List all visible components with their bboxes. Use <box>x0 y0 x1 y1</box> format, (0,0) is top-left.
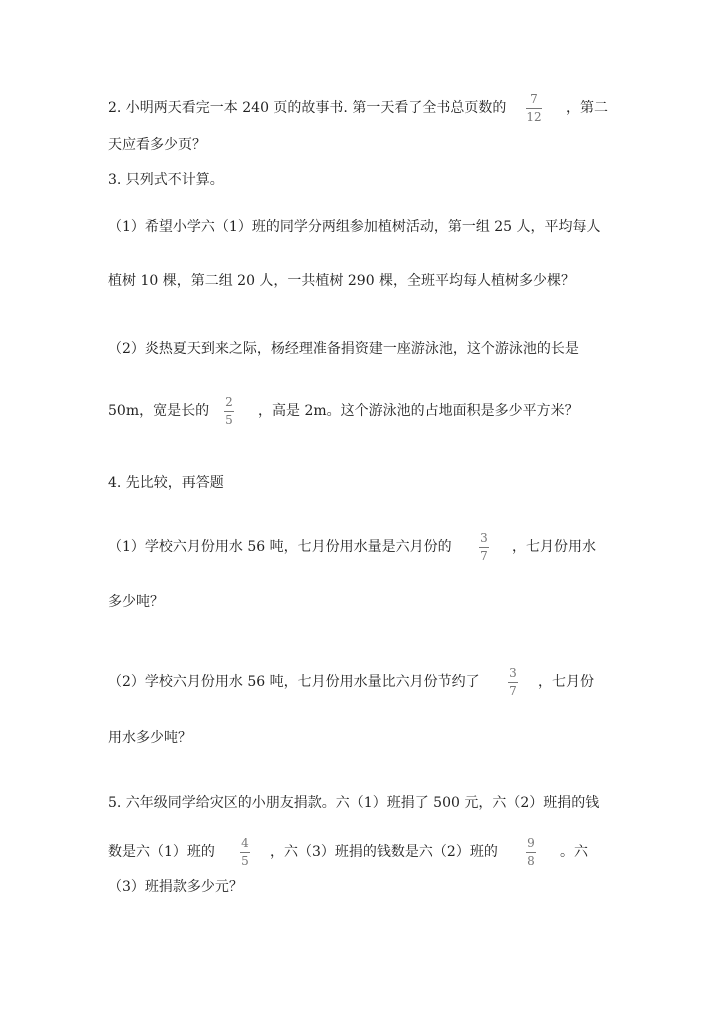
q4-sub1-fraction-denominator: 7 <box>480 549 488 563</box>
q2-fraction <box>526 93 542 124</box>
q2-question: 天应看多少页？ <box>108 137 206 153</box>
q3-fraction-denominator: 5 <box>225 413 233 427</box>
q5-text2a: 数是六（1）班的 <box>108 844 215 860</box>
q2-text-tail: ，第二 <box>566 100 608 116</box>
q5-question: （3）班捐款多少元？ <box>108 879 243 895</box>
q5-text2c: 。六 <box>560 844 588 860</box>
q4-sub2-fraction <box>508 667 518 698</box>
fraction-bar <box>224 411 234 412</box>
q5-text: 5. 六年级同学给灾区的小朋友捐款。六（1）班捐了 500 元，六（2）班捐的钱 <box>108 795 600 811</box>
q4-sub2-question: 用水多少吨？ <box>108 730 192 746</box>
fraction-bar <box>526 852 536 853</box>
q3-fraction-numerator: 2 <box>225 395 233 409</box>
q3-sub2-text2a: 50m，宽是长的 <box>108 403 210 419</box>
q4-sub2-text: （2）学校六月份用水 56 吨，七月份用水量比六月份节约了 <box>108 674 480 690</box>
q3-sub1-text: （1）希望小学六（1）班的同学分两组参加植树活动，第一组 25 人，平均每人 <box>108 219 601 235</box>
q5-fraction-2-numerator: 9 <box>527 836 535 850</box>
q3-sub2-text2b: ，高是 2m。这个游泳池的占地面积是多少平方米？ <box>258 403 579 419</box>
q5-text2b: ，六（3）班捐的钱数是六（2）班的 <box>270 844 498 860</box>
fraction-bar <box>240 852 250 853</box>
q4-sub1-fraction-numerator: 3 <box>480 531 488 545</box>
q4-title-text: 4. 先比较，再答题 <box>108 475 224 491</box>
q5-fraction-2 <box>526 837 536 868</box>
q3-title-text: 3. 只列式不计算。 <box>108 172 224 188</box>
q4-sub1-text-tail: ，七月份用水 <box>512 539 596 555</box>
fraction-bar <box>479 547 489 548</box>
q3-sub2-text: （2）炎热夏天到来之际，杨经理准备捐资建一座游泳池，这个游泳池的长是 <box>108 341 579 357</box>
fraction-bar <box>508 682 518 683</box>
q3-sub1-text2: 植树 10 棵，第二组 20 人，一共植树 290 棵，全班平均每人植树多少棵？ <box>108 273 576 289</box>
q4-sub1-question: 多少吨？ <box>108 594 164 610</box>
q5-fraction-1-denominator: 5 <box>241 854 249 868</box>
q4-sub2-fraction-denominator: 7 <box>509 684 517 698</box>
q4-sub1-text: （1）学校六月份用水 56 吨，七月份用水量是六月份的 <box>108 539 452 555</box>
q5-fraction-2-denominator: 8 <box>527 854 535 868</box>
q5-fraction-1-numerator: 4 <box>241 836 249 850</box>
q4-sub2-text-tail: ，七月份 <box>538 674 594 690</box>
q5-fraction-1 <box>240 837 250 868</box>
q2-fraction-numerator: 7 <box>530 92 538 106</box>
fraction-bar <box>526 108 542 109</box>
q4-sub1-fraction <box>479 532 489 563</box>
q4-sub2-fraction-numerator: 3 <box>509 666 517 680</box>
q3-fraction <box>224 396 234 427</box>
q2-text: 2. 小明两天看完一本 240 页的故事书. 第一天看了全书总页数的 <box>108 100 507 116</box>
q2-fraction-denominator: 12 <box>526 110 542 124</box>
